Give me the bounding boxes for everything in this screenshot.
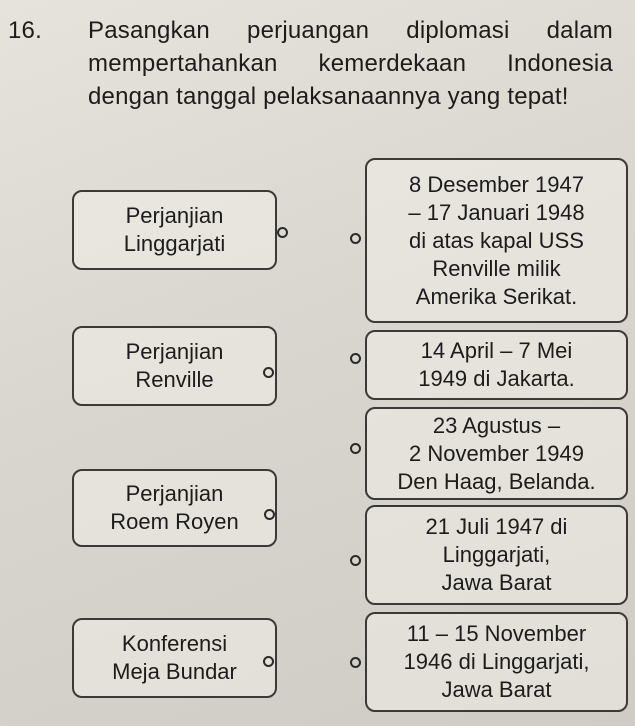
right-connector-dot[interactable] xyxy=(350,443,361,454)
right-item-line: – 17 Januari 1948 xyxy=(408,199,585,225)
question-text: Pasangkan perjuangan diplomasi dalam mempertahankan kemerdekaan Indonesia dengan tanggal pelaksanaannya yang tepat! xyxy=(88,17,613,110)
left-item-linggarjati[interactable] xyxy=(72,190,277,270)
left-item-renville[interactable] xyxy=(72,326,277,406)
left-connector-dot[interactable] xyxy=(264,509,275,520)
left-item-line: Perjanjian xyxy=(125,203,224,228)
right-item-line: 1946 di Linggarjati, xyxy=(403,649,590,674)
right-connector-dot[interactable] xyxy=(350,657,361,668)
left-item-line: Perjanjian xyxy=(125,481,224,506)
right-item-renville-date[interactable] xyxy=(365,158,628,323)
right-item-line: 8 Desember 1947 xyxy=(409,171,584,197)
left-connector-dot[interactable] xyxy=(263,367,274,378)
left-item-line: Renville xyxy=(135,367,214,392)
left-item-kmb[interactable] xyxy=(72,618,277,698)
left-item-line: Meja Bundar xyxy=(112,659,237,684)
right-item-line: 23 Agustus – xyxy=(432,412,561,438)
right-item-linggarjati-attack-date[interactable] xyxy=(365,505,628,605)
right-item-line: 11 – 15 November xyxy=(406,621,587,646)
left-item-line: Roem Royen xyxy=(110,509,239,534)
right-item-line: Jawa Barat xyxy=(441,570,552,595)
right-item-line: di atas kapal USS xyxy=(409,227,584,253)
right-connector-dot[interactable] xyxy=(350,353,361,364)
right-item-line: Renville milik xyxy=(432,255,561,281)
right-connector-dot[interactable] xyxy=(350,555,361,566)
right-item-line: 2 November 1949 xyxy=(409,440,584,466)
right-item-line: Linggarjati, xyxy=(442,542,551,567)
left-item-line: Konferensi xyxy=(121,631,228,656)
right-item-line: Jawa Barat xyxy=(441,677,552,702)
right-item-line: 21 Juli 1947 di xyxy=(425,514,568,539)
right-item-line: 14 April – 7 Mei xyxy=(420,338,573,363)
left-item-line: Perjanjian xyxy=(125,339,224,364)
right-item-line: 1949 di Jakarta. xyxy=(418,366,575,391)
left-connector-dot[interactable] xyxy=(263,656,274,667)
right-item-linggarjati-date[interactable] xyxy=(365,612,628,712)
right-item-line: Amerika Serikat. xyxy=(415,283,578,309)
left-item-line: Linggarjati xyxy=(123,231,226,256)
right-item-kmb-date[interactable] xyxy=(365,407,628,500)
right-connector-dot[interactable] xyxy=(350,233,361,244)
left-item-roem-royen[interactable] xyxy=(72,469,277,547)
right-item-line: Den Haag, Belanda. xyxy=(397,468,596,494)
left-connector-dot[interactable] xyxy=(277,227,288,238)
right-item-roem-royen-date[interactable] xyxy=(365,330,628,400)
question-number: 16. xyxy=(8,17,42,44)
